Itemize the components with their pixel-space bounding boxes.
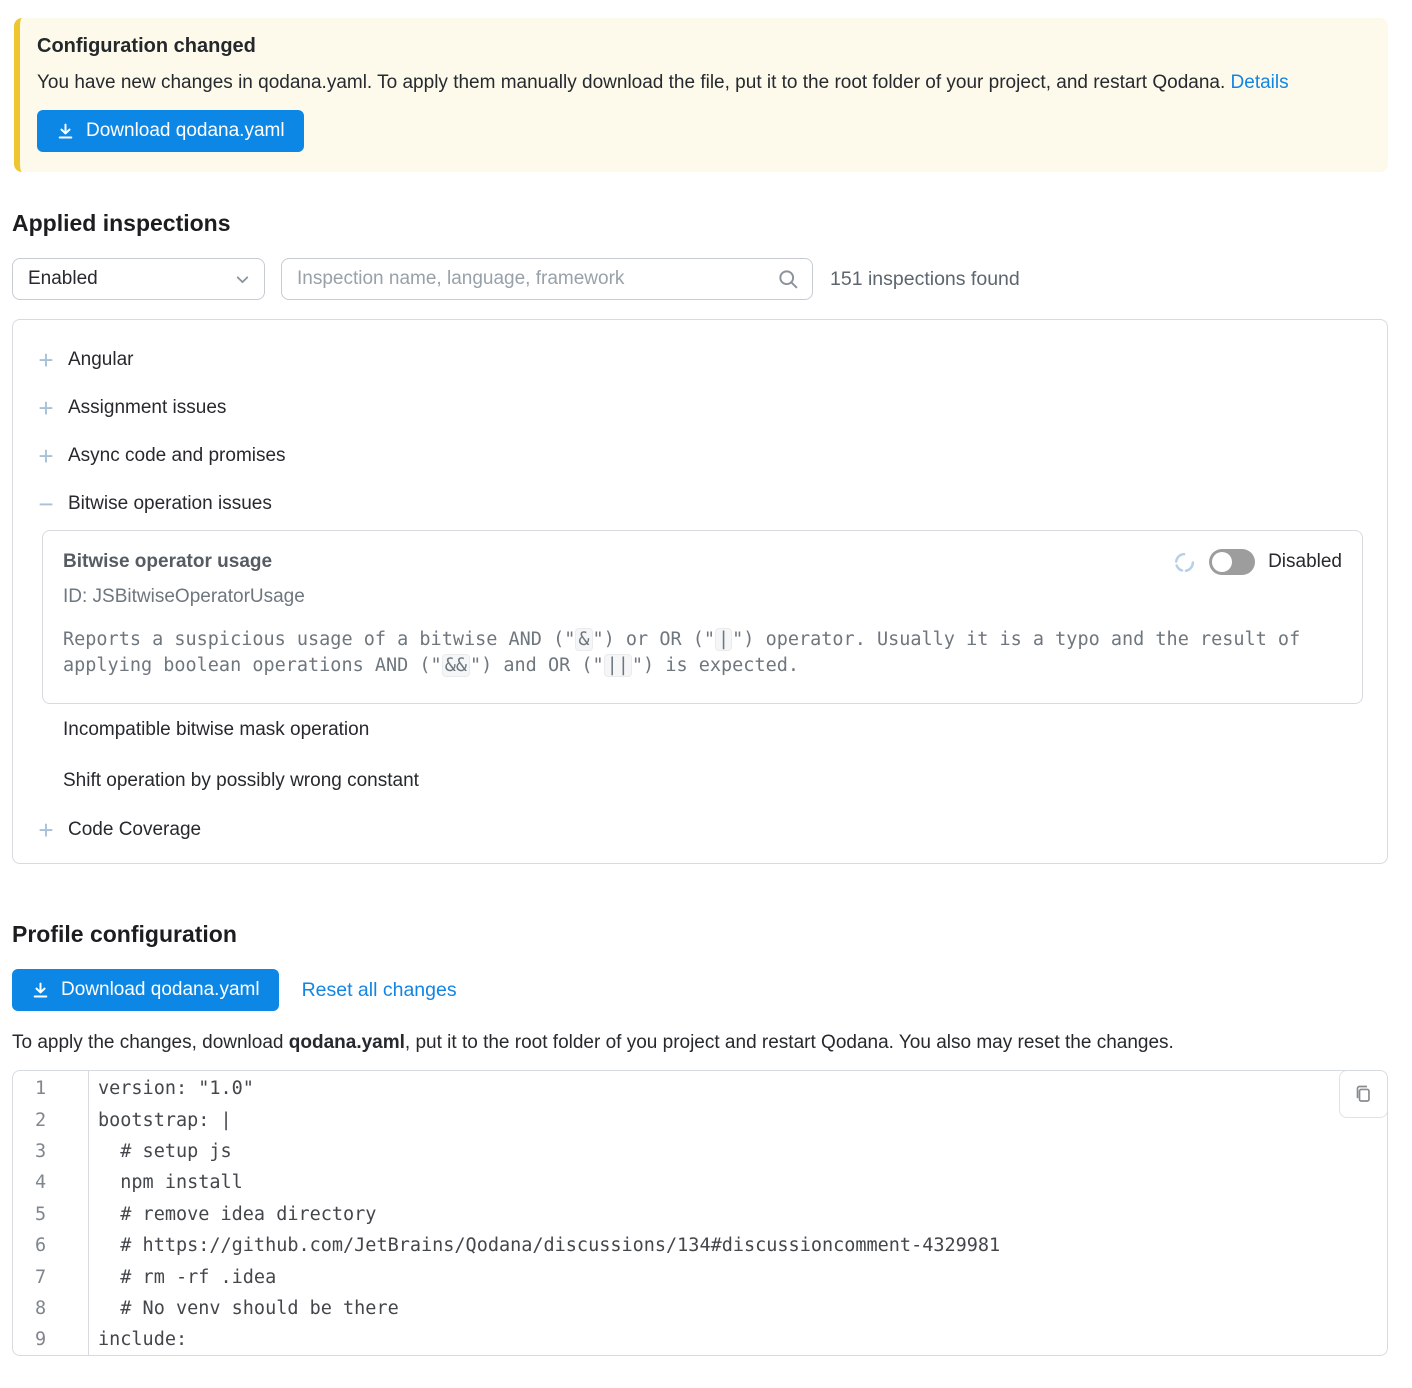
note-suffix: , put it to the root folder of you project and restart Qodana. You also may reset the changes.: [404, 1032, 1174, 1053]
inspection-item-incompatible-mask[interactable]: [37, 704, 1363, 755]
line-code: # setup js: [98, 1140, 232, 1162]
gutter-divider: [88, 1071, 89, 1355]
line-code: # https://github.com/JetBrains/Qodana/discussions/134#discussioncomment-4329981: [98, 1235, 1001, 1257]
inspection-description: Reports a suspicious usage of a bitwise AND (" & ") or OR (" | ") operator. Usually it is a typo and the result of applying boolean operations AND (" && ") and OR (" || ") is expected.: [63, 629, 1301, 676]
banner-download-label: Download qodana.yaml: [86, 120, 285, 141]
inspection-id: ID: JSBitwiseOperatorUsage: [63, 586, 305, 607]
line-number: 2: [35, 1109, 47, 1131]
applied-inspections-heading: Applied inspections: [12, 210, 231, 236]
chevron-down-icon: [234, 271, 251, 288]
search-input[interactable]: [281, 258, 813, 300]
profile-download-button[interactable]: [12, 969, 279, 1011]
inspection-item-shift-operation[interactable]: [37, 755, 1363, 806]
inspection-card: [42, 530, 1363, 704]
group-label: Angular: [68, 349, 134, 370]
status-filter-value: Enabled: [28, 268, 98, 289]
profile-note: [12, 1032, 1388, 1054]
line-number: 6: [35, 1235, 47, 1257]
details-link[interactable]: Details: [1230, 72, 1289, 93]
code-chip: &: [575, 628, 592, 651]
inspection-item-label: Shift operation by possibly wrong constant: [63, 769, 419, 791]
yaml-editor: [12, 1070, 1388, 1356]
code-line: [13, 1261, 1387, 1292]
page: [0, 18, 1412, 1356]
copy-button[interactable]: [1339, 1070, 1388, 1118]
code-chip: |: [715, 628, 732, 651]
group-row-assignment-issues[interactable]: [37, 384, 1363, 432]
line-code: version: "1.0": [98, 1078, 254, 1100]
code-line: [13, 1293, 1387, 1324]
profile-configuration-heading: Profile configuration: [12, 921, 237, 947]
code-line: [13, 1167, 1387, 1198]
profile-actions: [12, 969, 1388, 1011]
inspection-controls: [1173, 549, 1342, 575]
enabled-toggle[interactable]: [1209, 549, 1255, 575]
banner-title: Configuration changed: [37, 35, 256, 57]
code-line: [13, 1230, 1387, 1261]
note-filename: qodana.yaml: [288, 1032, 405, 1053]
banner-message: [37, 67, 1299, 98]
line-code: # remove idea directory: [98, 1203, 377, 1225]
status-filter-select[interactable]: [12, 258, 265, 300]
code-line: [13, 1136, 1387, 1167]
code-lines: [13, 1071, 1387, 1356]
code-line: [13, 1324, 1387, 1355]
toggle-knob: [1212, 552, 1232, 572]
inspection-search: [281, 258, 813, 300]
spinner-icon: [1173, 551, 1196, 574]
line-number: 7: [35, 1266, 47, 1288]
profile-download-label: Download qodana.yaml: [61, 979, 260, 1000]
toggle-state-label: Disabled: [1268, 551, 1342, 572]
code-line: [13, 1104, 1387, 1135]
reset-all-changes-link[interactable]: Reset all changes: [301, 978, 457, 1001]
code-chip: ||: [604, 654, 632, 677]
group-row-async-code[interactable]: [37, 432, 1363, 480]
plus-icon[interactable]: +: [38, 441, 54, 471]
code-line: [13, 1073, 1387, 1104]
download-icon: [56, 122, 75, 141]
config-changed-banner: [14, 18, 1388, 172]
inspection-item-label: Incompatible bitwise mask operation: [63, 718, 370, 740]
group-row-angular[interactable]: [37, 336, 1363, 384]
line-code: bootstrap: |: [98, 1109, 232, 1131]
code-chip: &&: [442, 654, 470, 677]
minus-icon[interactable]: −: [38, 489, 54, 519]
plus-icon[interactable]: +: [38, 345, 54, 375]
copy-icon: [1353, 1084, 1374, 1105]
line-code: # rm -rf .idea: [98, 1266, 277, 1288]
inspection-title[interactable]: Bitwise operator usage: [63, 551, 273, 572]
line-code: npm install: [98, 1172, 243, 1194]
line-code: # No venv should be there: [98, 1297, 399, 1319]
code-line: [13, 1199, 1387, 1230]
line-number: 3: [35, 1140, 47, 1162]
results-count: 151 inspections found: [830, 267, 1020, 290]
plus-icon[interactable]: +: [38, 815, 54, 845]
banner-download-button[interactable]: [37, 110, 304, 152]
group-label: Assignment issues: [68, 397, 227, 418]
line-number: 4: [35, 1172, 47, 1194]
search-icon: [777, 268, 800, 296]
line-number: 9: [35, 1329, 47, 1351]
inspection-card-header: [63, 549, 1342, 575]
filter-row: [12, 258, 1388, 300]
note-prefix: To apply the changes, download: [12, 1032, 289, 1053]
line-number: 1: [35, 1078, 47, 1100]
group-row-bitwise-issues[interactable]: [37, 480, 1363, 528]
download-icon: [31, 981, 50, 1000]
group-label: Code Coverage: [68, 819, 202, 840]
inspections-panel: [12, 319, 1388, 864]
line-number: 8: [35, 1297, 47, 1319]
line-code: include:: [98, 1329, 188, 1351]
line-number: 5: [35, 1203, 47, 1225]
group-row-code-coverage[interactable]: [37, 806, 1363, 854]
plus-icon[interactable]: +: [38, 393, 54, 423]
group-label: Bitwise operation issues: [68, 493, 272, 514]
banner-message-text: You have new changes in qodana.yaml. To apply them manually download the file, put it to the root folder of your project, and restart Qodana.: [37, 72, 1226, 93]
group-label: Async code and promises: [68, 445, 286, 466]
